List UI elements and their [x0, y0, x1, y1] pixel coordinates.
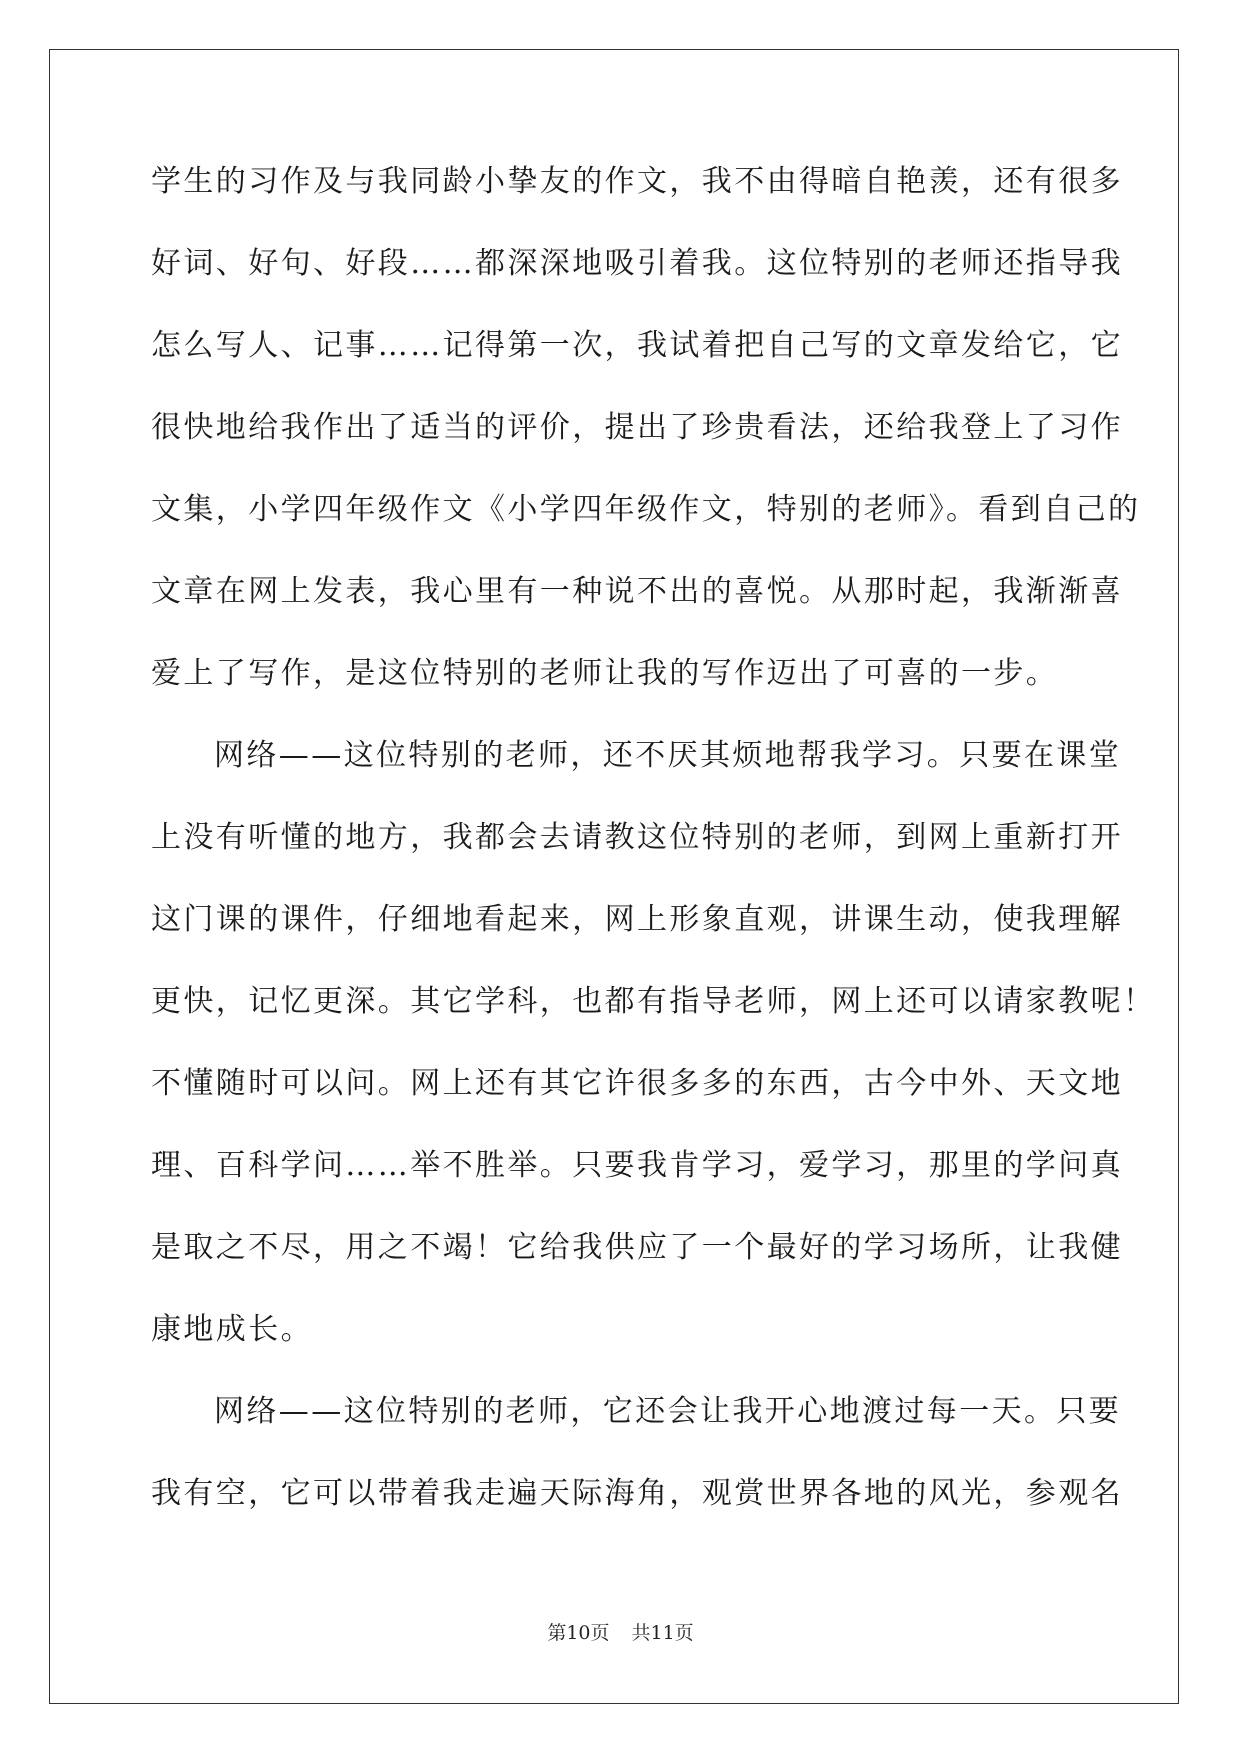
text-line: 理、百科学问……举不胜举。只要我肯学习，爱学习，那里的学问真 [151, 1148, 1123, 1183]
text-line: 更快，记忆更深。其它学科，也都有指导老师，网上还可以请家教呢！ [151, 984, 1156, 1019]
text-line: 文集，小学四年级作文《小学四年级作文，特别的老师》。看到自己的 [151, 492, 1141, 527]
text-line: 网络——这位特别的老师，它还会让我开心地渡过每一天。只要 [214, 1394, 1122, 1429]
page-footer [0, 1618, 1241, 1645]
page-number-current: 第10页 [547, 1622, 610, 1644]
text-line: 我有空，它可以带着我走遍天际海角，观赏世界各地的风光，参观名 [151, 1476, 1123, 1511]
text-line: 怎么写人、记事……记得第一次，我试着把自己写的文章发给它，它 [151, 328, 1123, 363]
text-line: 是取之不尽，用之不竭！它给我供应了一个最好的学习场所，让我健 [151, 1230, 1123, 1265]
text-line: 学生的习作及与我同龄小挚友的作文，我不由得暗自艳羡，还有很多 [151, 164, 1123, 199]
text-line: 康地成长。 [151, 1312, 313, 1347]
text-line: 不懂随时可以问。网上还有其它许很多多的东西，古今中外、天文地 [151, 1066, 1123, 1101]
text-line: 很快地给我作出了适当的评价，提出了珍贵看法，还给我登上了习作 [151, 410, 1123, 445]
text-line: 好词、好句、好段……都深深地吸引着我。这位特别的老师还指导我 [151, 246, 1123, 281]
text-line: 这门课的课件，仔细地看起来，网上形象直观，讲课生动，使我理解 [151, 902, 1123, 937]
text-line: 文章在网上发表，我心里有一种说不出的喜悦。从那时起，我渐渐喜 [151, 574, 1123, 609]
body-text [151, 152, 1156, 1546]
page-number-total: 共11页 [631, 1622, 694, 1644]
text-line: 上没有听懂的地方，我都会去请教这位特别的老师，到网上重新打开 [151, 820, 1123, 855]
text-line: 网络——这位特别的老师，还不厌其烦地帮我学习。只要在课堂 [214, 738, 1122, 773]
text-line: 爱上了写作，是这位特别的老师让我的写作迈出了可喜的一步。 [151, 656, 1059, 691]
